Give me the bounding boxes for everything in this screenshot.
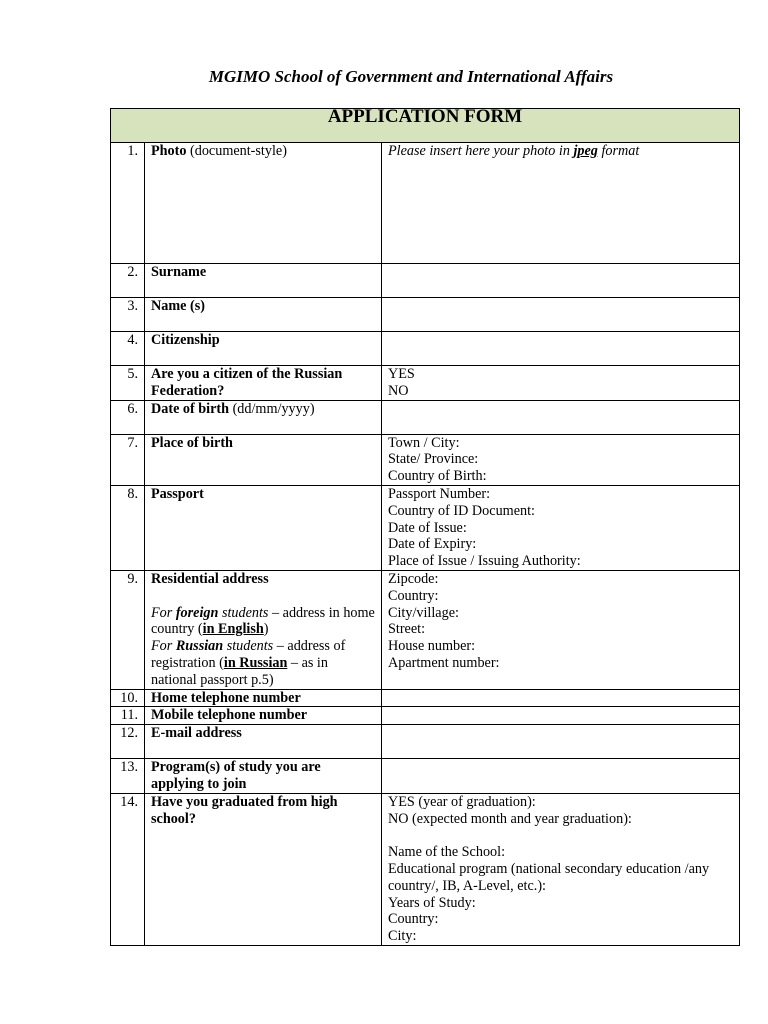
row-number: 9. <box>111 570 145 689</box>
programs-field[interactable] <box>382 759 740 794</box>
russian-students-note: For Russian students – address of registration (in Russian – as in national passport p.5) <box>151 638 346 688</box>
high-school-label: Have you graduated from high school? <box>145 793 382 945</box>
residential-address-fields[interactable] <box>382 570 740 689</box>
row-date-of-birth <box>111 400 740 434</box>
photo-upload-cell[interactable]: Please insert here your photo in jpeg format <box>382 143 740 264</box>
row-number: 1. <box>111 143 145 264</box>
row-citizenship <box>111 332 740 366</box>
application-form-table <box>110 108 740 946</box>
document-heading: MGIMO School of Government and International Affairs <box>208 67 614 86</box>
row-number: 8. <box>111 485 145 570</box>
row-home-phone <box>111 689 740 707</box>
field-city-village: City/village: <box>388 604 459 621</box>
email-field[interactable] <box>382 725 740 759</box>
field-school-name: Name of the School: <box>388 844 506 861</box>
field-town: Town / City: <box>388 434 460 451</box>
row-place-of-birth <box>111 434 740 485</box>
field-issuing-authority: Place of Issue / Issuing Authority: <box>388 553 581 570</box>
row-number: 14. <box>111 793 145 945</box>
row-photo <box>111 143 740 264</box>
high-school-fields[interactable] <box>382 793 740 945</box>
field-country-of-birth: Country of Birth: <box>388 468 487 485</box>
option-yes[interactable]: YES <box>388 366 415 382</box>
row-number: 13. <box>111 759 145 794</box>
field-graduated-no: NO (expected month and year graduation): <box>388 810 632 827</box>
date-of-birth-label: Date of birth (dd/mm/yyyy) <box>145 400 382 434</box>
field-graduated-yes: YES (year of graduation): <box>388 793 536 810</box>
surname-field[interactable] <box>382 264 740 298</box>
row-number: 11. <box>111 707 145 725</box>
row-number: 7. <box>111 434 145 485</box>
form-title-row <box>111 109 740 143</box>
row-residential-address <box>111 570 740 689</box>
home-phone-label: Home telephone number <box>145 689 382 707</box>
name-label: Name (s) <box>145 298 382 332</box>
row-number: 12. <box>111 725 145 759</box>
mobile-phone-label: Mobile telephone number <box>145 707 382 725</box>
date-of-birth-field[interactable] <box>382 400 740 434</box>
row-number: 10. <box>111 689 145 707</box>
row-email <box>111 725 740 759</box>
field-state: State/ Province: <box>388 451 479 468</box>
field-zipcode: Zipcode: <box>388 570 439 587</box>
citizenship-field[interactable] <box>382 332 740 366</box>
place-of-birth-fields[interactable] <box>382 434 740 485</box>
field-id-country: Country of ID Document: <box>388 502 535 519</box>
field-educational-program: Educational program (national secondary education /any country/, IB, A-Level, etc.): <box>388 860 710 894</box>
field-school-city: City: <box>388 928 417 945</box>
name-field[interactable] <box>382 298 740 332</box>
row-high-school <box>111 793 740 945</box>
field-years-of-study: Years of Study: <box>388 894 476 911</box>
row-number: 6. <box>111 400 145 434</box>
field-passport-number: Passport Number: <box>388 485 491 502</box>
row-number: 4. <box>111 332 145 366</box>
foreign-students-note: For foreign students – address in home country (in English) <box>151 604 375 638</box>
option-no[interactable]: NO <box>388 382 409 399</box>
passport-fields[interactable] <box>382 485 740 570</box>
russian-citizen-options <box>382 366 740 401</box>
row-programs <box>111 759 740 794</box>
photo-label: Photo (document-style) <box>145 143 382 264</box>
row-name <box>111 298 740 332</box>
row-surname <box>111 264 740 298</box>
home-phone-field[interactable] <box>382 689 740 707</box>
row-russian-citizen <box>111 366 740 401</box>
row-mobile-phone <box>111 707 740 725</box>
row-number: 2. <box>111 264 145 298</box>
place-of-birth-label: Place of birth <box>145 434 382 485</box>
russian-citizen-label: Are you a citizen of the Russian Federation? <box>145 366 382 401</box>
row-number: 3. <box>111 298 145 332</box>
row-passport <box>111 485 740 570</box>
field-expiry-date: Date of Expiry: <box>388 536 477 553</box>
field-issue-date: Date of Issue: <box>388 519 467 536</box>
field-house-number: House number: <box>388 638 476 655</box>
form-title: APPLICATION FORM <box>111 109 740 143</box>
email-label: E-mail address <box>145 725 382 759</box>
field-apartment-number: Apartment number: <box>388 654 500 671</box>
field-country: Country: <box>388 587 439 604</box>
residential-address-label: Residential address For foreign students – address in home country (in English) For Russian students – address of registration (in Russian – as in national passport p.5) <box>145 570 382 689</box>
mobile-phone-field[interactable] <box>382 707 740 725</box>
programs-label: Program(s) of study you are applying to join <box>145 759 382 794</box>
surname-label: Surname <box>145 264 382 298</box>
citizenship-label: Citizenship <box>145 332 382 366</box>
passport-label: Passport <box>145 485 382 570</box>
row-number: 5. <box>111 366 145 401</box>
field-street: Street: <box>388 621 426 638</box>
field-school-country: Country: <box>388 911 439 928</box>
